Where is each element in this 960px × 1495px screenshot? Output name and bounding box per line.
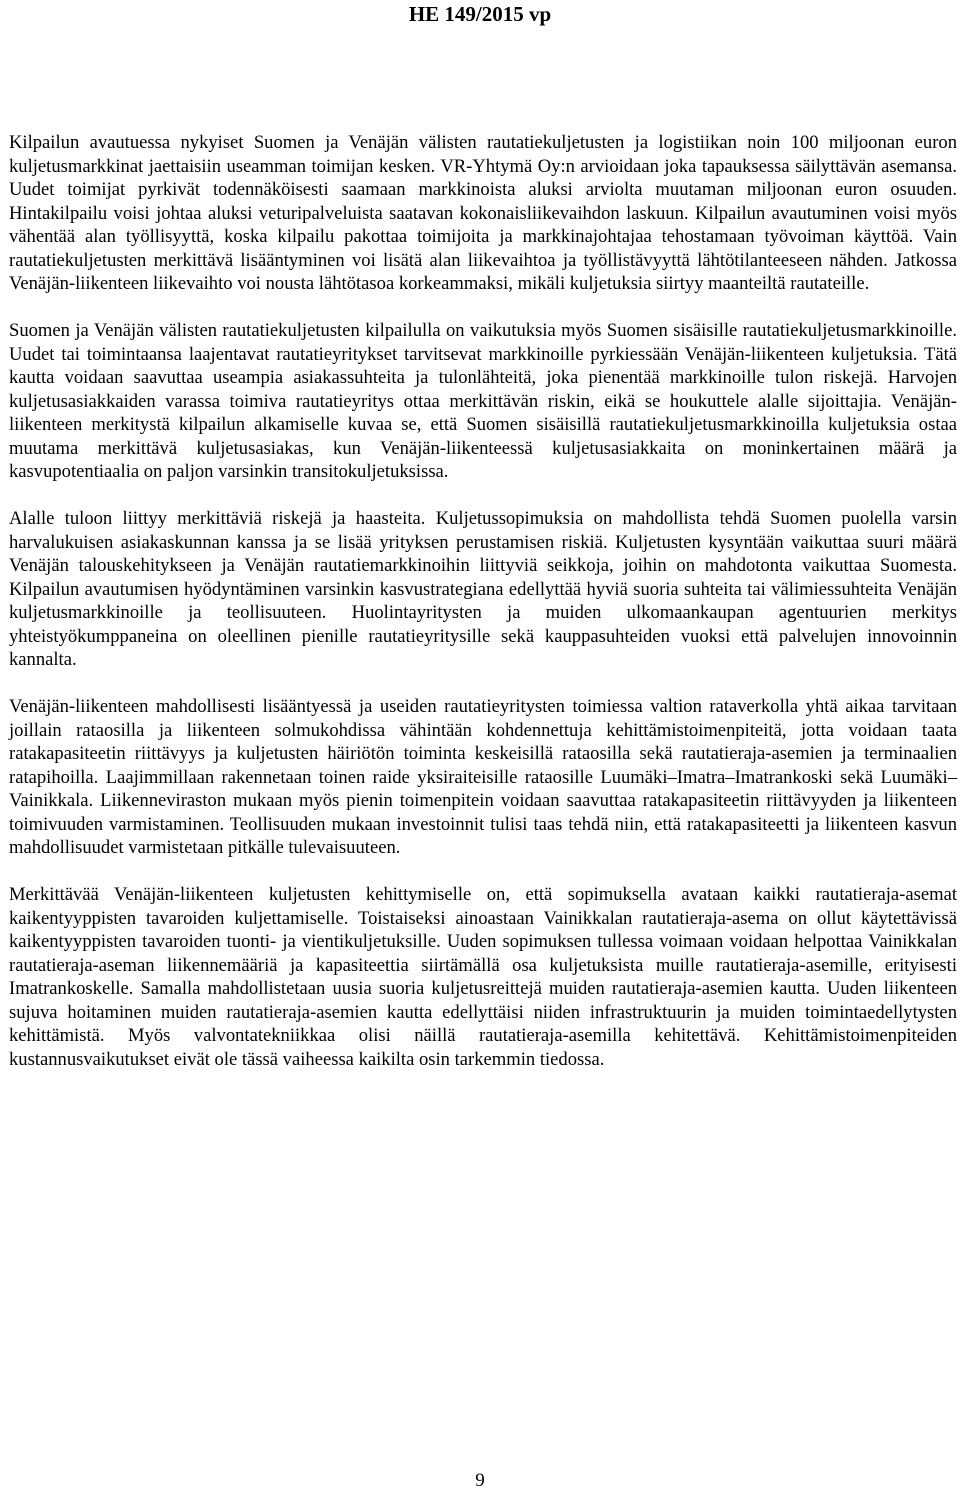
document-body — [9, 131, 957, 1095]
paragraph-1: Kilpailun avautuessa nykyiset Suomen ja Venäjän välisten rautatiekuljetusten ja logistiikan noin 100 miljoonan euron kuljetusmarkkinat jaettaisiin useamman toimijan kesken. VR-Yhtymä Oy:n arvioidaan joka tapauksessa säilyttävän asemansa. Uudet toimijat pyrkivät todennäköisesti saamaan markkinoista aluksi arviolta muutaman miljoonan euron osuuden. Hintakilpailu voisi johtaa aluksi veturipalveluista saatavan kokonaisliikevaihdon laskuun. Kilpailun avautuminen voisi myös vähentää alan työllisyyttä, koska kilpailu pakottaa toimijoita ja markkinajohtajaa tehostamaan työvoiman käyttöä. Vain rautatiekuljetusten merkittävä lisääntyminen voi lisätä alan liikevaihtoa ja työllistävyyttä lähtötilanteeseen nähden. Jatkossa Venäjän-liikenteen liikevaihto voi nousta lähtötasoa korkeammaksi, mikäli kuljetuksia siirtyy maanteiltä rautateille. — [9, 132, 957, 294]
page-number: 9 — [475, 1470, 485, 1491]
paragraph-2: Suomen ja Venäjän välisten rautatiekuljetusten kilpailulla on vaikutuksia myös Suomen sisäisille rautatiekuljetusmarkkinoille. Uudet tai toimintaansa laajentavat rautatieyritykset tarvitsevat markkinoille pyrkiessään Venäjän-liikenteen kuljetuksia. Tätä kautta voidaan saavuttaa useampia asiakassuhteita ja tulonlähteitä, joka pienentää markkinoille tulon riskejä. Harvojen kuljetusasiakkaiden varassa toimiva rautatieyritys ottaa merkittävän riskin, eikä se houkuttele alalle sijoittajia. Venäjän-liikenteen merkitystä kilpailun alkamiselle kuvaa se, että Suomen sisäisillä rautatiekuljetusmarkkinoilla kuljetuksia ostaa muutama merkittävä kuljetusasiakas, kun Venäjän-liikenteessä kuljetusasiakkaita on moninkertainen määrä ja kasvupotentiaalia on paljon varsinkin transitokuljetuksissa. — [9, 320, 957, 482]
paragraph-3: Alalle tuloon liittyy merkittäviä riskejä ja haasteita. Kuljetussopimuksia on mahdollista tehdä Suomen puolella varsin harvalukuisen asiakaskunnan kanssa ja se lisää yrityksen perustamisen riskiä. Kuljetusten kysyntään vaikuttaa suuri määrä Venäjän talouskehitykseen ja Venäjän rautatiemarkkinoihin liittyviä seikkoja, joihin on mahdotonta vaikuttaa Suomesta. Kilpailun avautumisen hyödyntäminen varsinkin kasvustrategiana edellyttää hyviä suoria suhteita tai välimiessuhteita Venäjän kuljetusmarkkinoille ja teollisuuteen. Huolintayritysten ja muiden ulkomaankaupan agentuurien merkitys yhteistyökumppaneina on oleellinen pienille rautatieyritysille sekä kauppasuhteiden vuoksi että palvelujen innovoinnin kannalta. — [9, 508, 957, 670]
paragraph-5: Merkittävää Venäjän-liikenteen kuljetusten kehittymiselle on, että sopimuksella avataan kaikki rautatieraja-asemat kaikentyyppisten tavaroiden kuljettamiselle. Toistaiseksi ainoastaan Vainikkalan rautatieraja-asema on ollut käytettävissä kaikentyyppisten tavaroiden tuonti- ja vientikuljetuksille. Uuden sopimuksen tullessa voimaan voidaan helpottaa Vainikkalan rautatieraja-aseman liikennemääriä ja kapasiteettia siirtämällä osa kuljetuksista muille rautatieraja-asemille, erityisesti Imatrankoskelle. Samalla mahdollistetaan uusia suoria kuljetusreittejä muiden rautatieraja-asemien kautta. Uuden liikenteen sujuva hoitaminen muiden rautatieraja-asemien kautta edellyttäisi niiden infrastruktuurin ja muiden toimintaedellytysten kehittämistä. Myös valvontatekniikkaa olisi näillä rautatieraja-asemilla kehitettävä. Kehittämistoimenpiteiden kustannusvaikutukset eivät ole tässä vaiheessa kaikilta osin tarkemmin tiedossa. — [9, 884, 957, 1070]
document-header: HE 149/2015 vp — [408, 2, 552, 26]
paragraph-4: Venäjän-liikenteen mahdollisesti lisääntyessä ja useiden rautatieyritysten toimiessa valtion rataverkolla yhtä aikaa tarvitaan joillain rataosilla ja liikenteen solmukohdissa vähintään kohdennettuja kehittämistoimenpiteitä, jotta voidaan taata ratakapasiteetin riittävyys ja kuljetusten häiriötön toiminta keskeisillä rataosilla sekä rautatieraja-asemien ja terminaalien ratapihoilla. Laajimmillaan rakennetaan toinen raide yksiraiteisille rataosille Luumäki–Imatra–Imatrankoski sekä Luumäki–Vainikkala. Liikenneviraston mukaan myös pienin toimenpitein voidaan saavuttaa ratakapasiteetin riittävyyden ja liikenteen toimivuuden varmistaminen. Teollisuuden mukaan investoinnit tulisi taas tehdä niin, että ratakapasiteetti ja liikenteen kasvun mahdollisuudet varmistetaan pitkälle tulevaisuuteen. — [9, 696, 957, 858]
